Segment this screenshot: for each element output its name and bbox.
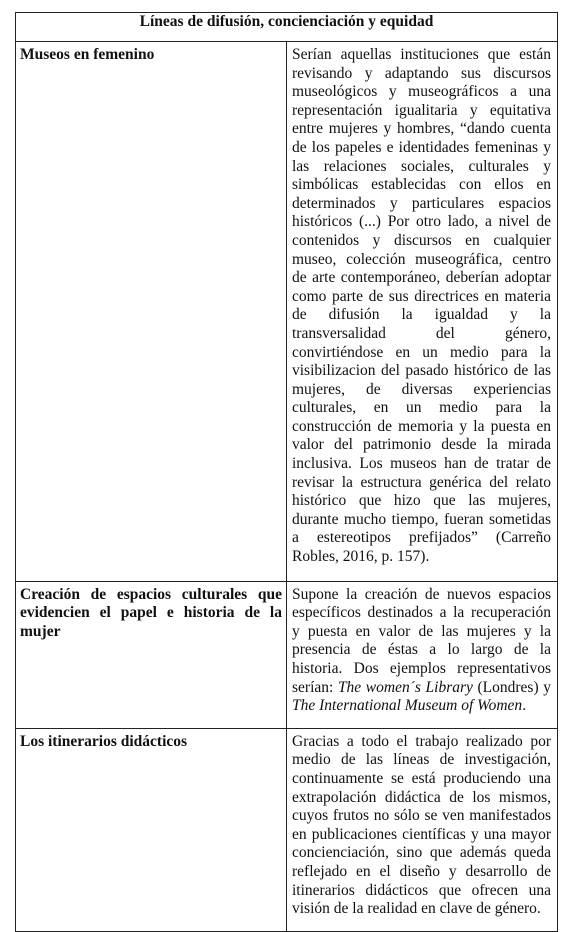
table-header-row bbox=[16, 13, 558, 42]
table-row bbox=[16, 581, 558, 728]
description-text-end: . bbox=[522, 697, 527, 715]
example-title-womens-library: The women´s Library bbox=[337, 678, 473, 696]
row-term-itinerarios: Los itinerarios didácticos bbox=[16, 728, 287, 931]
row-description-museos-en-femenino: Serían aquellas instituciones que están revisando y adaptando sus discursos museológicos y museográficos a una representación igualitaria y equitativa entre mujeres y hombres, “dando cuenta de los papeles e identidades femeninas y las relaciones sociales, culturales y simbólicas establecidas con ellos en determinados y particulares espacios históricos (...) Por otro lado, a nivel de contenidos y discursos en cualquier museo, colección museográfica, centro de arte contemporáneo, deberían adoptar como parte de sus directrices en materia de difusión la igualdad y la transversalidad del género, convirtiéndose en un medio para la visibilizacion del pasado histórico de las mujeres, de diversas experiencias culturales, en un medio para la construcción de memoria y la puesta en valor del patrimonio desde la mirada inclusiva. Los museos han de tratar de revisar la estructura genérica del relato histórico que hizo que las mujeres, durante mucho tiempo, fueran sometidas a estereotipos prefijados” (Carreño Robles, 2016, p. 157). bbox=[287, 42, 558, 582]
example-title-international-museum: The International Museum of Women bbox=[292, 697, 523, 715]
row-term-creacion-espacios: Creación de espacios culturales que evidencien el papel e historia de la mujer bbox=[16, 581, 287, 728]
row-description-creacion-espacios bbox=[287, 581, 558, 728]
table-row bbox=[16, 728, 558, 931]
content-table bbox=[15, 12, 558, 932]
table-title: Líneas de difusión, concienciación y equidad bbox=[16, 13, 558, 42]
description-text-start: Supone la creación de nuevos espacios específicos destinados a la recuperación y puesta en valor de las mujeres y la presencia de éstas a lo largo de la historia. Dos ejemplos representativos serían: bbox=[292, 585, 551, 696]
row-description-itinerarios: Gracias a todo el trabajo realizado por medio de las líneas de investigación, continuamente se está produciendo una extrapolación didáctica de los mismos, cuyos frutos no sólo se ven manifestados en publicaciones científicas y una mayor concienciación, sino que además queda reflejado en el diseño y desarrollo de itinerarios didácticos que ofrecen una visión de la realidad en clave de género. bbox=[287, 728, 558, 931]
description-text-between: (Londres) y bbox=[472, 678, 551, 696]
table-row bbox=[16, 42, 558, 582]
row-term-museos-en-femenino: Museos en femenino bbox=[16, 42, 287, 582]
